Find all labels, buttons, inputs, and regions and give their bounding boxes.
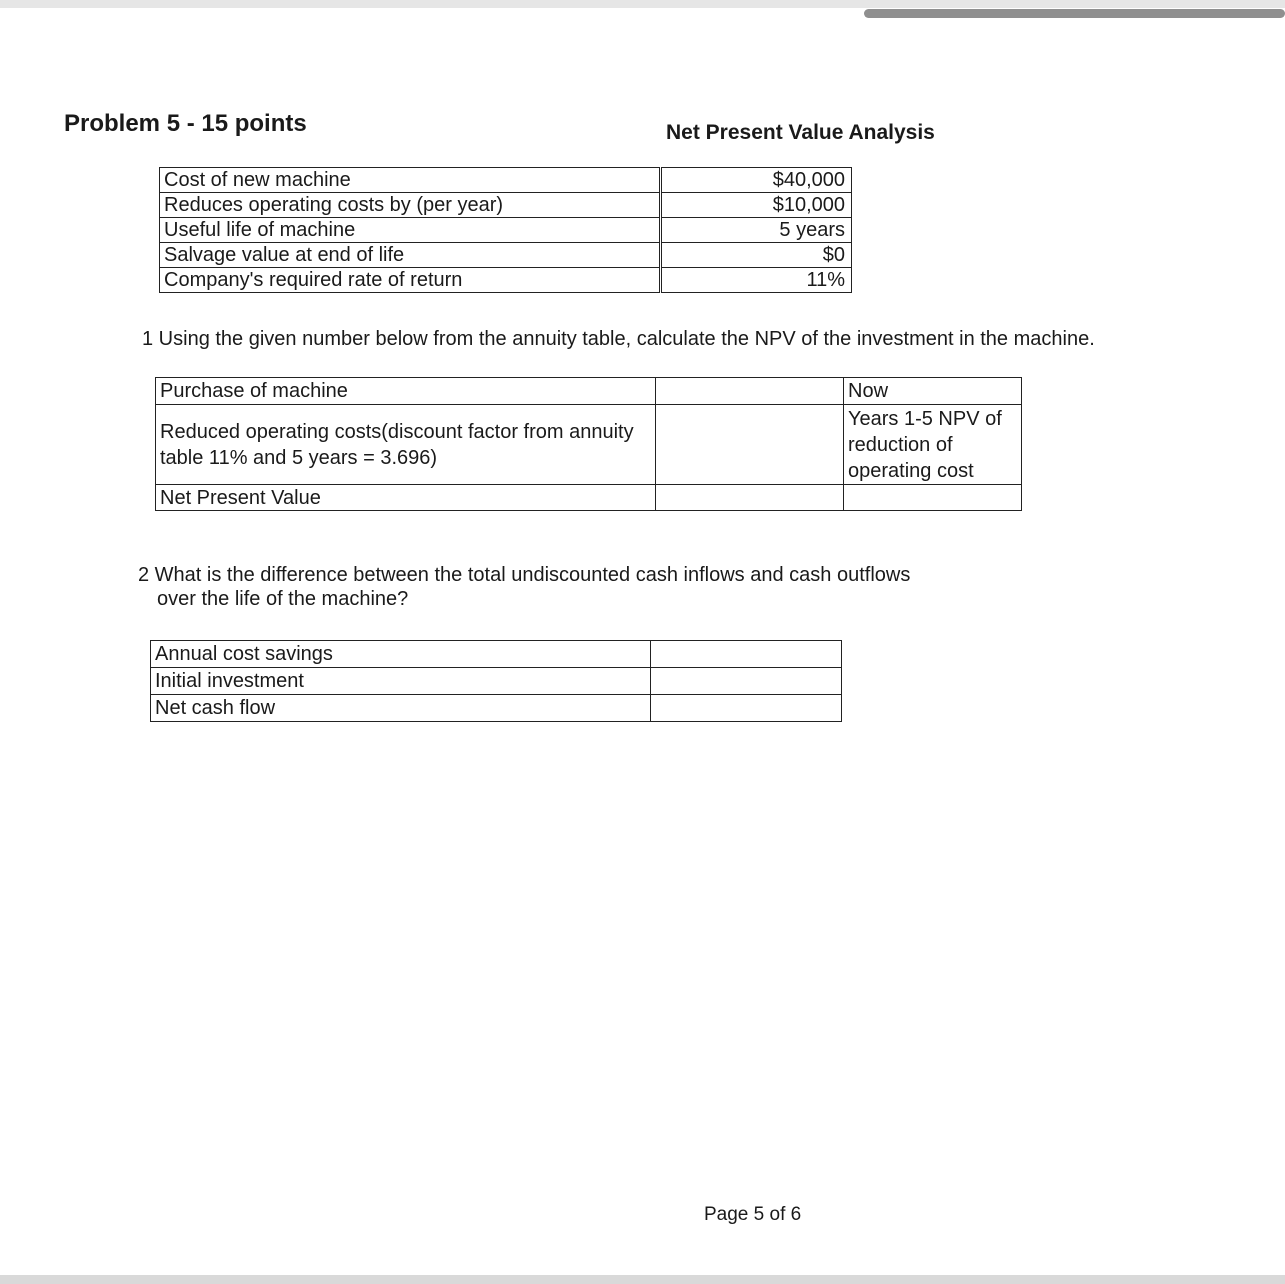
question-2-line-1: 2 What is the difference between the total undiscounted cash inflows and cash outflows: [138, 564, 911, 586]
npv-table: [155, 377, 1022, 511]
cash-flow-table: [150, 640, 842, 722]
info-value: 11%: [662, 268, 852, 293]
page-number: Page 5 of 6: [704, 1204, 802, 1225]
top-edge: [0, 0, 1285, 8]
npv-amount-cell[interactable]: [656, 378, 844, 405]
question-2-line-2: over the life of the machine?: [157, 588, 409, 610]
cash-flow-amount-cell[interactable]: [651, 695, 842, 722]
info-label: Reduces operating costs by (per year): [160, 193, 660, 218]
cash-flow-amount-cell[interactable]: [651, 668, 842, 695]
info-label: Cost of new machine: [160, 168, 660, 193]
question-2: [138, 563, 910, 611]
scrollbar-thumb[interactable]: [864, 9, 1285, 18]
table-row: [160, 168, 852, 193]
cash-flow-label: Initial investment: [151, 668, 651, 695]
table-row: [151, 641, 842, 668]
question-1: 1 Using the given number below from the annuity table, calculate the NPV of the investment in the machine.: [142, 328, 1095, 350]
info-value: $10,000: [662, 193, 852, 218]
npv-label: Reduced operating costs(discount factor from annuity table 11% and 5 years = 3.696): [156, 405, 656, 485]
bottom-edge: [0, 1275, 1285, 1284]
table-row: [160, 268, 852, 293]
info-label: Useful life of machine: [160, 218, 660, 243]
npv-timing-note: Years 1-5 NPV of reduction of operating cost: [844, 405, 1022, 485]
npv-amount-cell[interactable]: [656, 405, 844, 485]
analysis-title: Net Present Value Analysis: [666, 121, 935, 144]
table-row: [160, 218, 852, 243]
table-row: [156, 485, 1022, 511]
info-label: Salvage value at end of life: [160, 243, 660, 268]
table-row: [151, 695, 842, 722]
info-table: [159, 167, 852, 293]
table-row: [156, 405, 1022, 485]
npv-amount-cell[interactable]: [656, 485, 844, 511]
cash-flow-amount-cell[interactable]: [651, 641, 842, 668]
info-label: Company's required rate of return: [160, 268, 660, 293]
info-value: 5 years: [662, 218, 852, 243]
npv-timing-note: Now: [844, 378, 1022, 405]
npv-label: Net Present Value: [156, 485, 656, 511]
table-row: [156, 378, 1022, 405]
problem-title: Problem 5 - 15 points: [64, 110, 307, 137]
npv-timing-note: [844, 485, 1022, 511]
npv-label: Purchase of machine: [156, 378, 656, 405]
table-row: [151, 668, 842, 695]
info-value: $40,000: [662, 168, 852, 193]
table-row: [160, 243, 852, 268]
cash-flow-label: Net cash flow: [151, 695, 651, 722]
table-row: [160, 193, 852, 218]
cash-flow-label: Annual cost savings: [151, 641, 651, 668]
info-value: $0: [662, 243, 852, 268]
